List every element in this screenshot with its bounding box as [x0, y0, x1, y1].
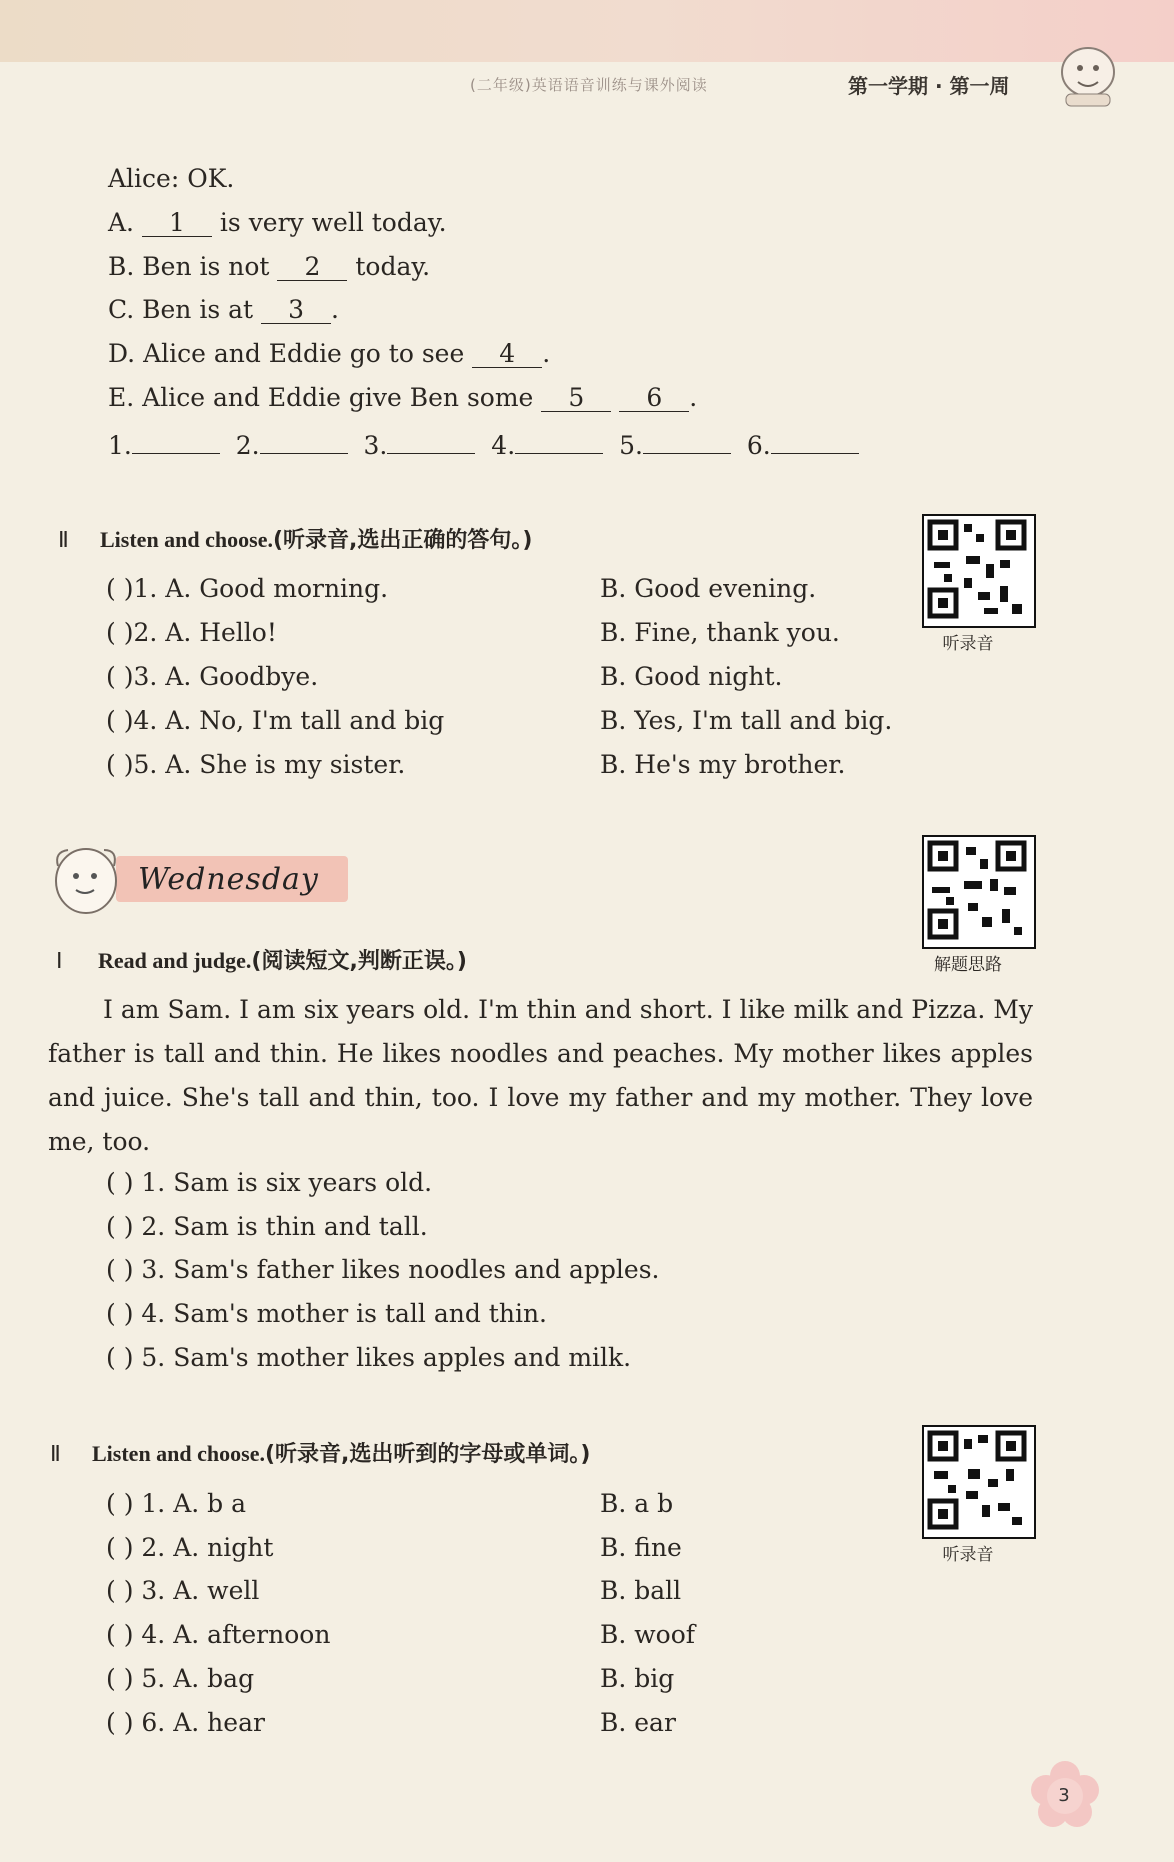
blank-1[interactable]: 1 [142, 210, 212, 237]
list-item: ( ) 1. Sam is six years old. [106, 1168, 433, 1197]
answer-row: 1. 2. 3. 4. 5. 6. [108, 430, 859, 462]
list-item: ( ) 3. Sam's father likes noodles and apples. [106, 1255, 660, 1284]
qr-caption: 解题思路 [934, 955, 1002, 975]
section-heading-read-judge: Ⅰ Read and judge.(阅读短文,判断正误。) [56, 948, 467, 974]
list-item: ( ) 4. A. afternoon [106, 1620, 331, 1649]
list-item: B. Fine, thank you. [600, 618, 840, 647]
list-item: B. Good night. [600, 662, 783, 691]
list-item: ( )1. A. Good morning. [106, 574, 389, 603]
list-item: ( )3. A. Goodbye. [106, 662, 319, 691]
list-item: ( ) 5. A. bag [106, 1664, 255, 1693]
qr-caption: 听录音 [942, 1545, 994, 1565]
blank-6[interactable]: 6 [619, 385, 689, 412]
dialogue-end: Alice: OK. [108, 164, 235, 193]
section-heading-listen-words: Ⅱ Listen and choose.(听录音,选出听到的字母或单词。) [50, 1441, 591, 1467]
list-item: ( ) 2. A. night [106, 1533, 274, 1562]
blank-5[interactable]: 5 [541, 385, 611, 412]
list-item: B. big [600, 1664, 675, 1693]
answer-blank-1[interactable] [132, 453, 220, 454]
answer-blank-6[interactable] [771, 453, 859, 454]
qr-code-icon[interactable] [922, 514, 1036, 628]
list-item: ( ) 2. Sam is thin and tall. [106, 1212, 428, 1241]
list-item: B. woof [600, 1620, 696, 1649]
sentence-a: A. 1 is very well today. [108, 208, 447, 237]
qr-code-icon[interactable] [922, 1425, 1036, 1539]
list-item: ( ) 1. A. b a [106, 1489, 247, 1518]
blank-2[interactable]: 2 [277, 254, 347, 281]
day-label: Wednesday [138, 862, 319, 897]
series-title: (二年级)英语语音训练与课外阅读 [470, 76, 708, 94]
sentence-e: E. Alice and Eddie give Ben some 5 6 . [108, 383, 698, 412]
answer-blank-5[interactable] [643, 453, 731, 454]
list-item: ( ) 3. A. well [106, 1576, 260, 1605]
list-item: ( )2. A. Hello! [106, 618, 277, 647]
list-item: B. fine [600, 1533, 682, 1562]
list-item: ( )4. A. No, I'm tall and big [106, 706, 445, 735]
blank-3[interactable]: 3 [261, 297, 331, 324]
term-label: 第一学期 · 第一周 [848, 74, 1010, 98]
list-item: ( )5. A. She is my sister. [106, 750, 406, 779]
list-item: ( ) 5. Sam's mother likes apples and milk. [106, 1343, 632, 1372]
page-number: 3 [1058, 1785, 1070, 1806]
answer-blank-2[interactable] [260, 453, 348, 454]
qr-caption: 听录音 [942, 634, 994, 654]
qr-code-icon[interactable] [922, 835, 1036, 949]
sentence-d: D. Alice and Eddie go to see 4 . [108, 339, 551, 368]
list-item: B. ball [600, 1576, 682, 1605]
list-item: ( ) 4. Sam's mother is tall and thin. [106, 1299, 547, 1328]
answer-blank-4[interactable] [515, 453, 603, 454]
answer-blank-3[interactable] [387, 453, 475, 454]
list-item: B. Yes, I'm tall and big. [600, 706, 893, 735]
sentence-b: B. Ben is not 2 today. [108, 252, 431, 281]
list-item: B. ear [600, 1708, 676, 1737]
list-item: B. a b [600, 1489, 674, 1518]
section-heading-listen-answers: Ⅱ Listen and choose.(听录音,选出正确的答句。) [58, 527, 533, 553]
list-item: B. He's my brother. [600, 750, 846, 779]
list-item: B. Good evening. [600, 574, 817, 603]
list-item: ( ) 6. A. hear [106, 1708, 265, 1737]
cartoon-mascot-icon [1048, 38, 1128, 108]
sentence-c: C. Ben is at 3 . [108, 295, 339, 324]
header-band [0, 0, 1174, 62]
blank-4[interactable]: 4 [472, 341, 542, 368]
reading-passage: I am Sam. I am six years old. I'm thin and short. I like milk and Pizza. My father is tall and thin. He likes noodles and peaches. My mother likes apples and juice. She's tall and thin, too. I love my father and my mother. They love me, too. [48, 995, 1033, 1156]
